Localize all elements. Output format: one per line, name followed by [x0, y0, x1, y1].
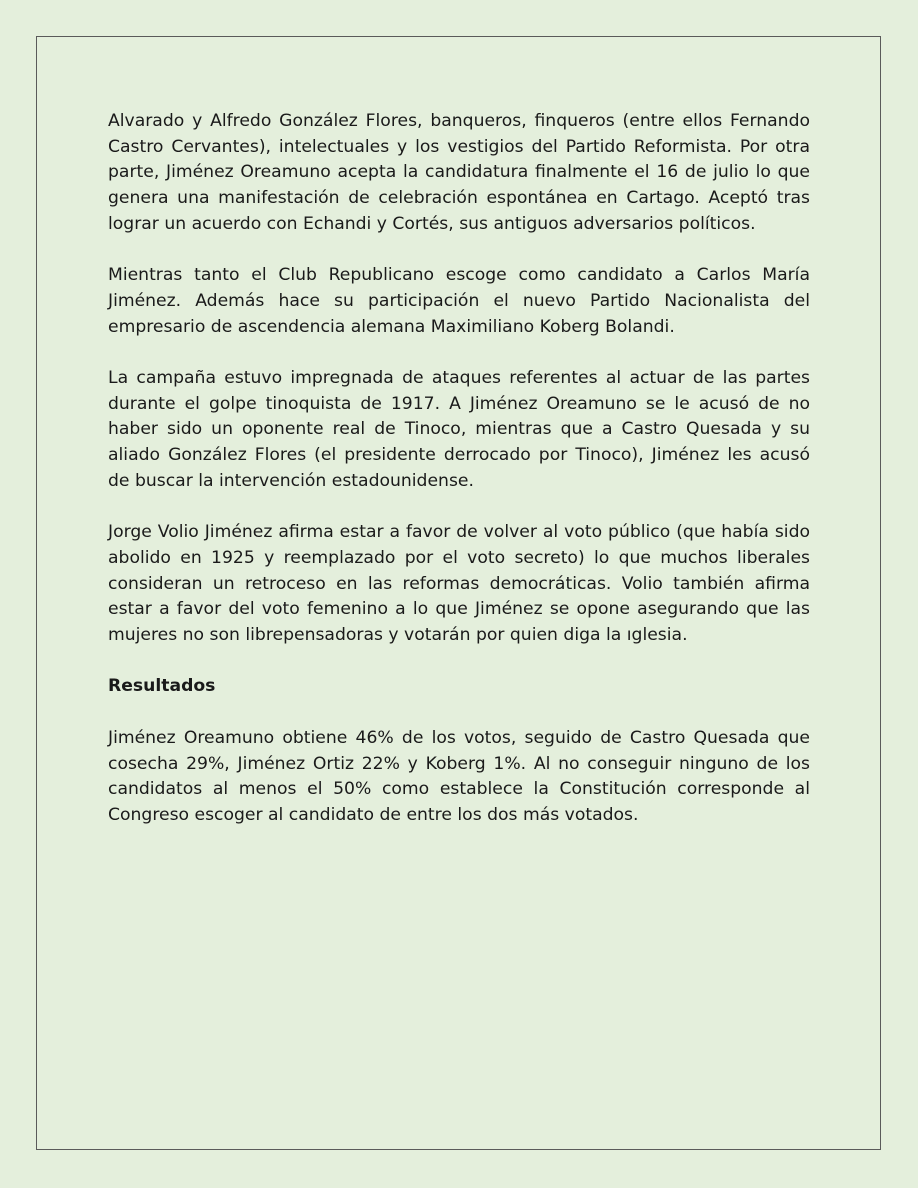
document-body	[108, 109, 810, 854]
paragraph-club-republicano: Mientras tanto el Club Republicano escoge como candidato a Carlos María Jiménez. Además hace su participación el nuevo Partido Nacionalista del empresario de ascendencia alemana Maximiliano Koberg Bolandi.	[108, 265, 810, 337]
paragraph-results: Jiménez Oreamuno obtiene 46% de los votos, seguido de Castro Quesada que cosecha 29%, Jiménez Ortiz 22% y Koberg 1%. Al no conseguir ninguno de los candidatos al menos el 50% como establece la Constitución corresponde al Congreso escoger al candidato de entre los dos más votados.	[108, 727, 810, 825]
paragraph-volio: Jorge Volio Jiménez afirma estar a favor de volver al voto público (que había sido abolido en 1925 y reemplazado por el voto secreto) lo que muchos liberales consideran un retroceso en las reformas democráticas. Volio también afirma estar a favor del voto femenino a lo que Jiménez se opone asegurando que las mujeres no son librepensadoras y votarán por quien diga la ıglesia.	[108, 522, 810, 646]
paragraph-campaign: La campaña estuvo impregnada de ataques referentes al actuar de las partes durante el golpe tinoquista de 1917. A Jiménez Oreamuno se le acusó de no haber sido un oponente real de Tinoco, mientras que a Castro Quesada y su aliado González Flores (el presidente derrocado por Tinoco), Jiménez les acusó de buscar la intervención estadounidense.	[108, 368, 810, 491]
section-heading-results: Resultados	[108, 676, 216, 697]
paragraph-candidates: Alvarado y Alfredo González Flores, banqueros, finqueros (entre ellos Fernando Castro Cervantes), intelectuales y los vestigios del Partido Reformista. Por otra parte, Jiménez Oreamuno acepta la candidatura finalmente el 16 de julio lo que genera una manifestación de celebración espontánea en Cartago. Aceptó tras lograr un acuerdo con Echandi y Cortés, sus antiguos adversarios políticos.	[108, 111, 810, 234]
